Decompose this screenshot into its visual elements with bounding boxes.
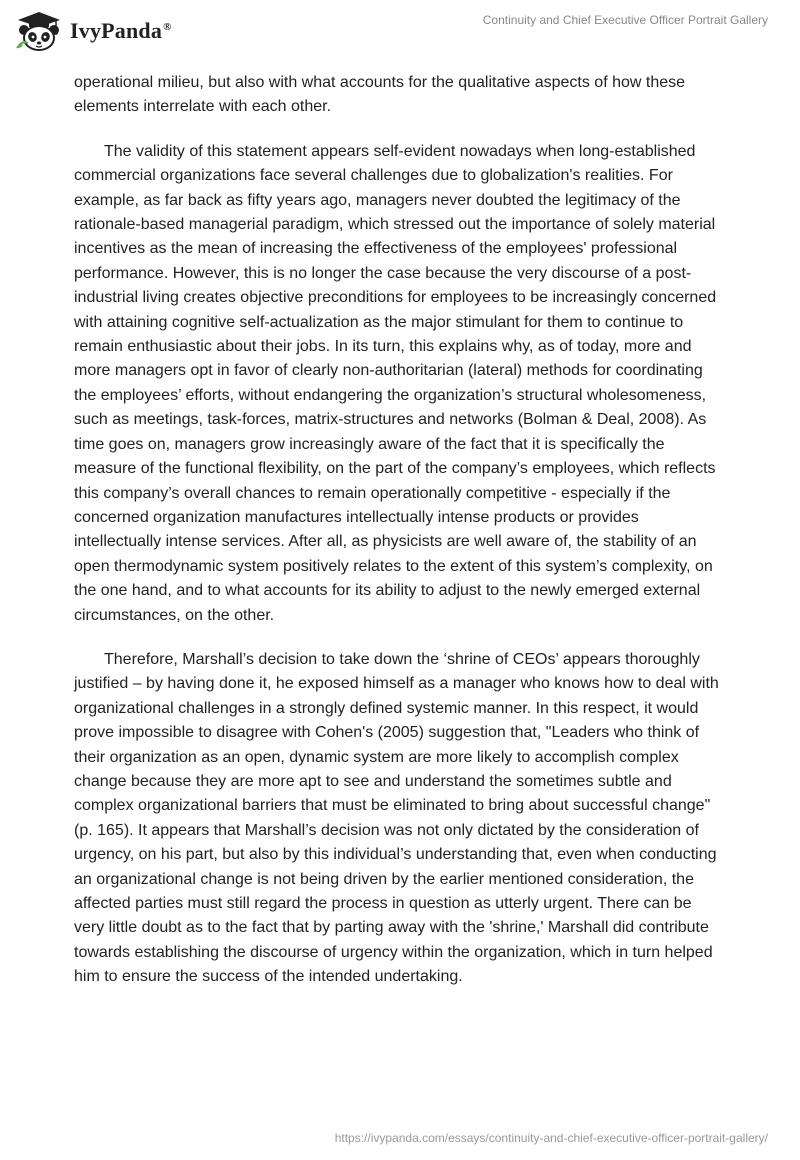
paragraph: The validity of this statement appears self-evident nowadays when long-established commercial organizations face several challenges due to globalization's realities. For example, as far back as fifty years ago, managers never doubted the legitimacy of the rationale-based managerial paradigm, which stressed out the importance of solely material incentives as the mean of increasing the effectiveness of the employees' professional performance. However, this is no longer the case because the very discourse of a post-industrial living creates objective preconditions for employees to be increasingly concerned with attaining cognitive self-actualization as the major stimulant for them to continue to remain enthusiastic about their jobs. In its turn, this explains why, as of today, more and more managers opt in favor of clearly non-authoritarian (lateral) methods for coordinating the employees’ efforts, without endangering the organization’s structural wholesomeness, such as meetings, task-forces, matrix-structures and networks (Bolman & Deal, 2008). As time goes on, managers grow increasingly aware of the fact that it is specifically the measure of the functional flexibility, on the part of the company’s employees, which reflects this company’s overall chances to remain operationally competitive - especially if the concerned organization manufactures intellectually intense products or provides intellectually intense services. After all, as physicists are well aware of, the stability of an open thermodynamic system positively relates to the extent of this system’s complexity, on the one hand, and to what accounts for its ability to adjust to the newly emerged external circumstances, on the other. <box>74 142 717 624</box>
brand-name: IvyPanda® <box>70 18 172 43</box>
panda-mascot-icon <box>14 10 64 52</box>
paragraph-continuation: operational milieu, but also with what accounts for the qualitative aspects of how these elements interrelate with each other. <box>74 74 686 116</box>
source-url[interactable]: https://ivypanda.com/essays/continuity-and-chief-executive-officer-portrait-gallery/ <box>334 1131 768 1145</box>
ivypanda-logo[interactable] <box>14 10 172 52</box>
essay-body <box>74 71 726 1010</box>
page-header <box>0 0 800 70</box>
paragraph: Therefore, Marshall’s decision to take down the ‘shrine of CEOs’ appears thoroughly justified – by having done it, he exposed himself as a manager who knows how to deal with organizational challenges in a strongly defined systemic manner. In this respect, it would prove impossible to disagree with Cohen's (2005) suggestion that, "Leaders who think of their organization as an open, dynamic system are more likely to accomplish complex change because they are more apt to see and understand the sometimes subtle and complex organizational barriers that must be eliminated to bring about successful change" (p. 165). It appears that Marshall’s decision was not only dictated by the consideration of urgency, on his part, but also by this individual’s understanding that, even when conducting an organizational change is not being driven by the earlier mentioned consideration, the affected parties must still regard the process in question as utterly urgent. There can be very little doubt as to the fact that by parting away with the 'shrine,' Marshall did contribute towards establishing the discourse of urgency within the organization, which in turn helped him to ensure the success of the intended undertaking. <box>74 650 719 986</box>
document-title: Continuity and Chief Executive Officer Portrait Gallery <box>482 13 768 27</box>
